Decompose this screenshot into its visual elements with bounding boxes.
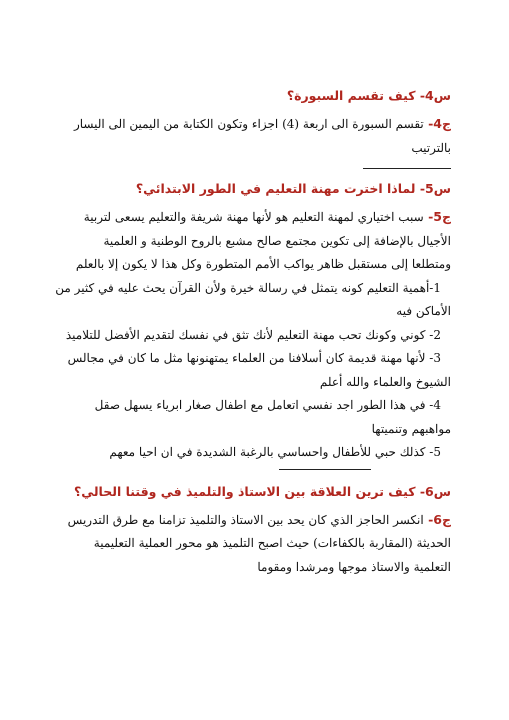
answer-5-item: مواهبهم وتنميتها: [371, 421, 451, 436]
question-5-text: لماذا اخترت مهنة التعليم في الطور الابتدائي؟: [135, 181, 416, 196]
answer-5: [42, 205, 451, 465]
answer-5-item: 4- في هذا الطور اجد نفسي اتعامل مع اطفال صغار ابرياء يسهل صقل: [94, 398, 441, 412]
answer-6-line-3: التعلمية والاستاذ موجها ومرشدا ومقوما: [257, 559, 451, 574]
separator-line: [363, 168, 451, 169]
answer-5-label: ج5-: [423, 209, 451, 224]
question-4-text: كيف تقسم السبورة؟: [286, 88, 416, 103]
answer-5-line-2: الأجيال بالإضافة إلى تكوين مجتمع صالح مشبع بالروح الوطنية و العلمية: [103, 233, 451, 248]
answer-4-label: ج4-: [423, 116, 451, 131]
question-6-label: س6-: [415, 483, 451, 499]
answer-5-line-3: ومتطلعا إلى مستقبل ظاهر يواكب الأمم المتطورة وكل هذا لا يكون إلا بالعلم: [75, 257, 451, 271]
question-5-label: س5-: [415, 181, 451, 196]
answer-4-line-1: تقسم السبورة الى اربعة (4) اجزاء وتكون الكتابة من اليمين الى اليسار: [73, 117, 424, 131]
separator-line: [279, 469, 371, 470]
answer-5-item: الشيوخ والعلماء والله أعلم: [319, 374, 451, 389]
question-5: [42, 179, 451, 199]
answer-5-item: الأماكن فيه: [396, 304, 451, 318]
answer-6-line-2: الحديثة (المقاربة بالكفاءات) حيث اصبح التلميذ هو محور العملية التعليمية: [93, 536, 451, 550]
answer-5-item: 5- كذلك حبي للأطفال واحساسي بالرغبة الشديدة في ان احيا معهم: [109, 445, 441, 459]
answer-4: [42, 112, 451, 160]
answer-5-item: 1-أهمية التعليم كونه يتمثل في رسالة خيرة ولأن القرآن يحث عليه في كثير من: [55, 280, 441, 295]
question-4-label: س4-: [415, 88, 451, 103]
answer-6-line-1: انكسر الحاجز الذي كان يحد بين الاستاذ والتلميذ تزامنا مع طرق التدريس: [67, 512, 424, 527]
answer-6-label: ج6-: [423, 511, 451, 527]
question-4: [42, 86, 451, 106]
answer-5-item: 3- لأنها مهنة قديمة كان أسلافنا من العلماء يمتهنونها مثل ما كان في مجالس: [67, 351, 441, 365]
answer-5-item: 2- كوني وكونك تحب مهنة التعليم لأنك تثق في نفسك لتقديم الأفضل للتلاميذ: [65, 327, 441, 342]
answer-4-line-2: بالترتيب: [411, 140, 451, 155]
question-6-text: كيف ترين العلاقة بين الاستاذ والتلميذ في وقتنا الحالي؟: [73, 483, 416, 499]
answer-6: [42, 508, 451, 580]
answer-5-line-1: سبب اختياري لمهنة التعليم هو لأنها مهنة شريفة والتعليم يسعى لتربية: [83, 210, 424, 224]
question-6: [42, 482, 451, 502]
